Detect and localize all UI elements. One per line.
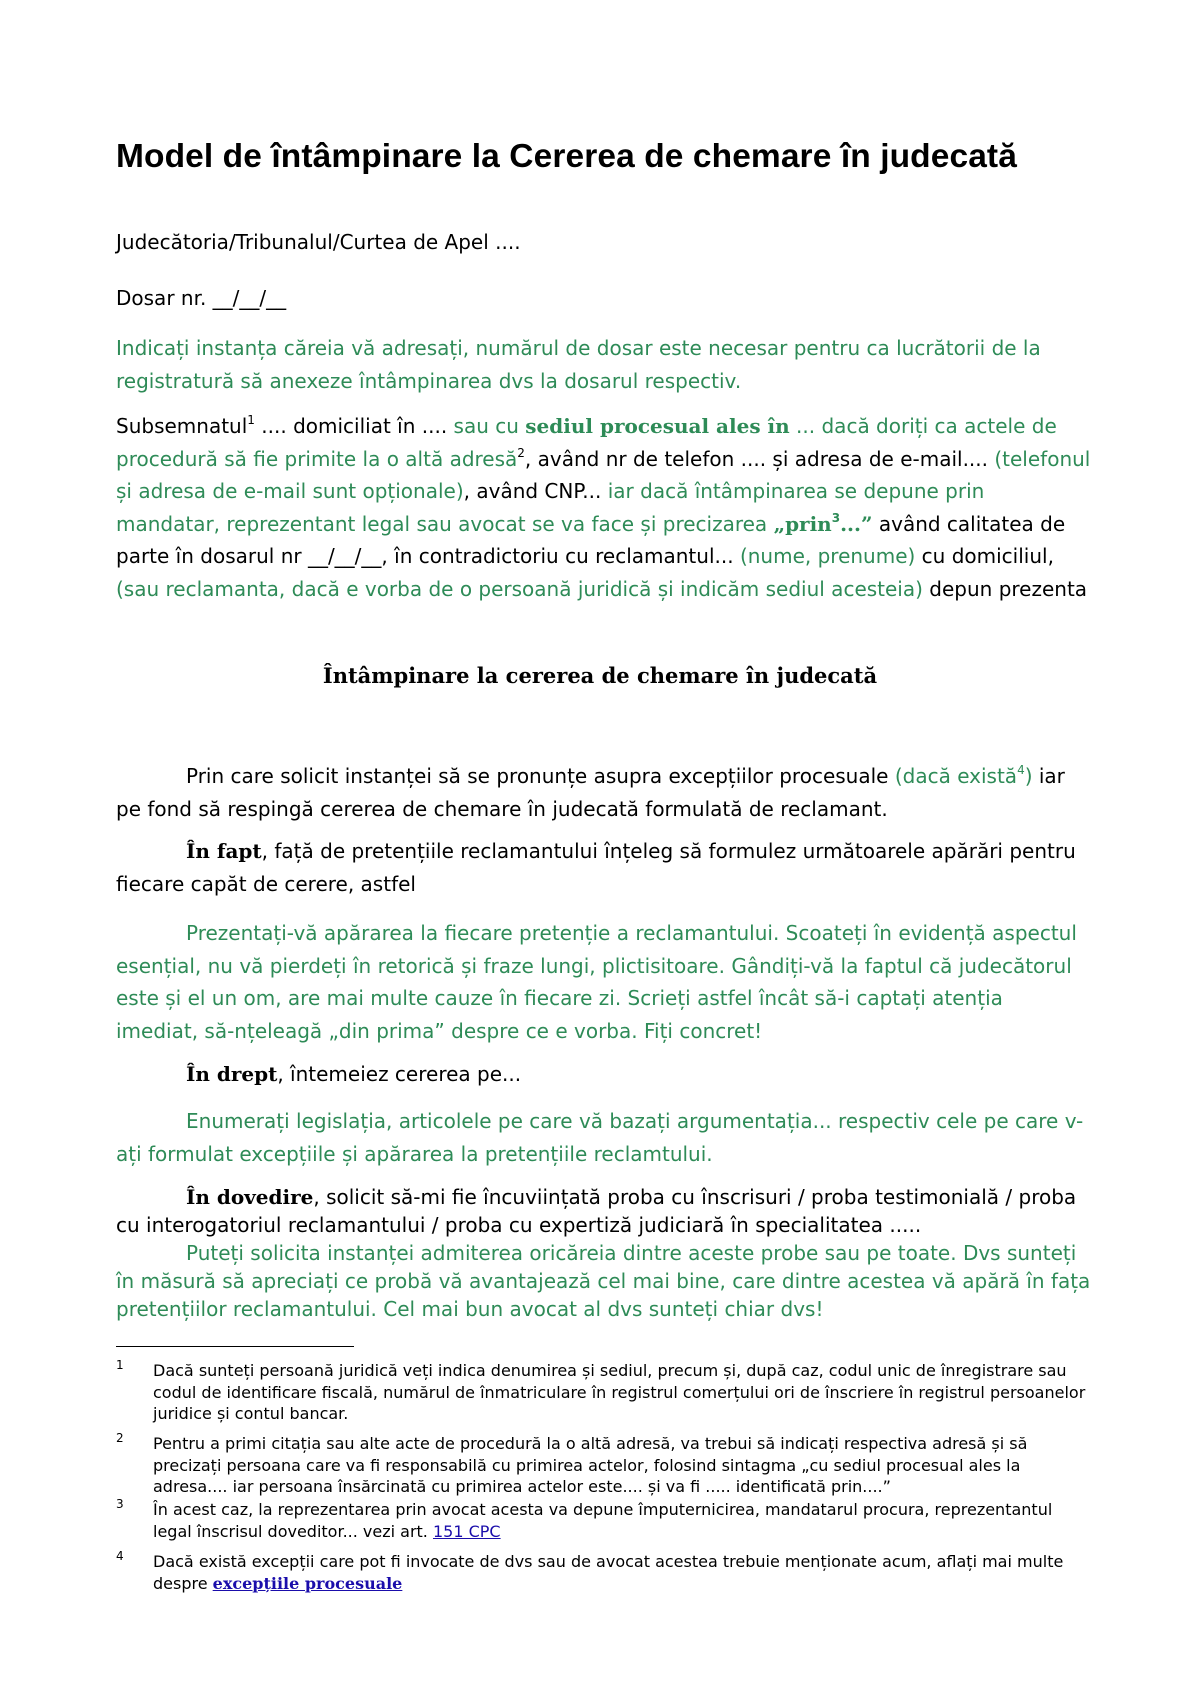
footnote-2 — [116, 1433, 1096, 1498]
footnote-text: Pentru a primi citația sau alte acte de procedură la o altă adresă, va trebui să indicați respectiva adresă și să precizați persoana care va fi responsabilă cu primirea actelor, folosind sintagma „cu sediul procesual ales la adresa.... iar persoana însărcinată cu primirea actelor este.... și va fi ..... identificată prin....” — [153, 1434, 1028, 1496]
prin-care-instruction: ) — [1024, 764, 1033, 788]
footnote-number: 4 — [116, 1549, 124, 1563]
intro-text: Subsemnatul — [116, 414, 248, 438]
intro-instruction: sau cu — [453, 414, 526, 438]
footnote-number: 2 — [116, 1431, 124, 1445]
intro-text: , având nr de telefon .... și adresa de e-mail.... — [524, 446, 995, 471]
prin-care-text: iar pe fond să respingă cererea de chemare în judecată formulată de reclamant. — [116, 764, 1065, 821]
footnote-text: Dacă sunteți persoană juridică veți indica denumirea și sediul, precum și, după caz, codul unic de înregistrare sau codul de identificare fiscală, numărul de înmatriculare în registrul comerțului ori de înscriere în registrul persoanelor juridice și contul bancar. — [153, 1361, 1086, 1423]
in-dovedire-text: , solicit să-mi fie încuviințată proba cu înscrisuri / proba testimonială / proba cu interogatoriul reclamantului / proba cu expertiză judiciară în specialitatea ..... — [116, 1185, 1077, 1237]
dosar-line: Dosar nr. __/__/__ — [116, 286, 287, 310]
footnote-number: 3 — [116, 1497, 124, 1511]
intro-paragraph — [116, 410, 1091, 606]
instruction-dovedire: Puteți solicita instanței admiterea oricăreia dintre aceste probe sau pe toate. Dvs sunteți în măsură să apreciați ce probă vă avantajează cel mai bine, care dintre acestea vă apără în fața pretențiilor reclamantului. Cel mai bun avocat al dvs sunteți chiar dvs! — [116, 1241, 1091, 1321]
in-drept-paragraph — [116, 1058, 1091, 1091]
footnote-text-body: Dacă există excepții care pot fi invocate de dvs sau de avocat acestea trebuie menționate acum, aflați mai multe despre — [153, 1552, 1064, 1593]
footnote-4 — [116, 1551, 1096, 1594]
link-151-cpc[interactable]: 151 CPC — [432, 1521, 501, 1541]
footnote-ref-4[interactable]: 4 — [1017, 763, 1025, 777]
instruction-fapt: Prezentați-vă apărarea la fiecare pretenție a reclamantului. Scoateți în evidență aspectul esențial, nu vă pierdeți în retorică și fraze lungi, plictisitoare. Gândiți-vă la faptul că judecătorul este și el un om, are mai multe cauze în fiecare zi. Scrieți astfel încât să-i captați atenția imediat, să-nțeleagă „din prima” despre ce e vorba. Fiți concret! — [116, 921, 1077, 1043]
intro-instruction: iar dacă întâmpinarea se depune prin mandatar, reprezentant legal sau avocat se va face și precizarea — [116, 479, 985, 536]
court-line: Judecătoria/Tribunalul/Curtea de Apel .... — [116, 230, 521, 254]
footnote-1 — [116, 1360, 1096, 1425]
intro-text: .... domiciliat în .... — [254, 414, 454, 438]
intro-instruction: (sau reclamanta, dacă e vorba de o persoană juridică și indicăm sediul acesteia) — [116, 576, 923, 601]
prin-care-paragraph — [116, 760, 1091, 825]
intro-instruction-bold: „prin — [773, 511, 832, 536]
prin-care-text: Prin care solicit instanței să se pronunțe asupra excepțiilor procesuale — [186, 764, 895, 788]
intro-text: depun prezenta — [922, 576, 1088, 601]
intro-instruction: (nume, prenume) — [739, 544, 916, 569]
link-exceptiile-procesuale[interactable]: excepțiile procesuale — [212, 1573, 403, 1593]
in-dovedire-label: În dovedire — [186, 1185, 314, 1209]
intro-text: având calitatea de parte în dosarul nr __/__/__, în contradictoriu cu reclamantul... — [116, 511, 1066, 569]
prin-care-instruction: (dacă există — [894, 764, 1018, 788]
footnote-text — [153, 1499, 1096, 1542]
footnote-separator — [116, 1346, 354, 1347]
instruction-drept: Enumerați legislația, articolele pe care vă bazați argumentația... respectiv cele pe care v-ați formulat excepțiile și apărarea la pretențiile reclamtului. — [116, 1109, 1084, 1166]
footnote-ref-2[interactable]: 2 — [517, 445, 525, 460]
intro-text: , având CNP... — [463, 479, 608, 504]
intro-instruction-bold: ...” — [840, 511, 873, 536]
section-title: Întâmpinare la cererea de chemare în judecată — [322, 663, 878, 688]
document-title: Model de întâmpinare la Cererea de chemare în judecată — [116, 138, 1017, 175]
intro-instruction-bold: sediul procesual ales în — [525, 414, 790, 438]
footnote-text — [153, 1551, 1096, 1594]
footnote-3 — [116, 1499, 1096, 1542]
footnote-text-body: În acest caz, la reprezentarea prin avocat acesta va depune împuternicirea, mandatarul procura, reprezentantul legal înscrisul doveditor... vezi art. — [153, 1500, 1053, 1541]
footnote-ref-1[interactable]: 1 — [247, 413, 255, 427]
in-fapt-text: , față de pretențiile reclamantului înțeleg să formulez următoarele apărări pentru fiecare capăt de cerere, astfel — [116, 839, 1076, 896]
footnote-ref-3[interactable]: 3 — [831, 510, 841, 525]
footnote-number: 1 — [116, 1358, 124, 1372]
in-drept-text: , întemeiez cererea pe... — [277, 1062, 522, 1086]
intro-instruction: ... dacă doriți ca actele de procedură să fie primite la o altă adresă — [116, 414, 1057, 471]
in-dovedire-paragraph — [116, 1183, 1091, 1239]
in-drept-label: În drept — [186, 1062, 278, 1086]
intro-text: cu domiciliul, — [915, 544, 1054, 569]
intro-instruction: (telefonul și adresa de e-mail sunt opționale) — [116, 446, 1091, 504]
in-fapt-paragraph — [116, 835, 1091, 900]
instruction-court: Indicați instanța căreia vă adresați, numărul de dosar este necesar pentru ca lucrătorii de la registratură să anexeze întâmpinarea dvs la dosarul respectiv. — [116, 336, 1041, 393]
in-fapt-label: În fapt — [186, 839, 262, 863]
